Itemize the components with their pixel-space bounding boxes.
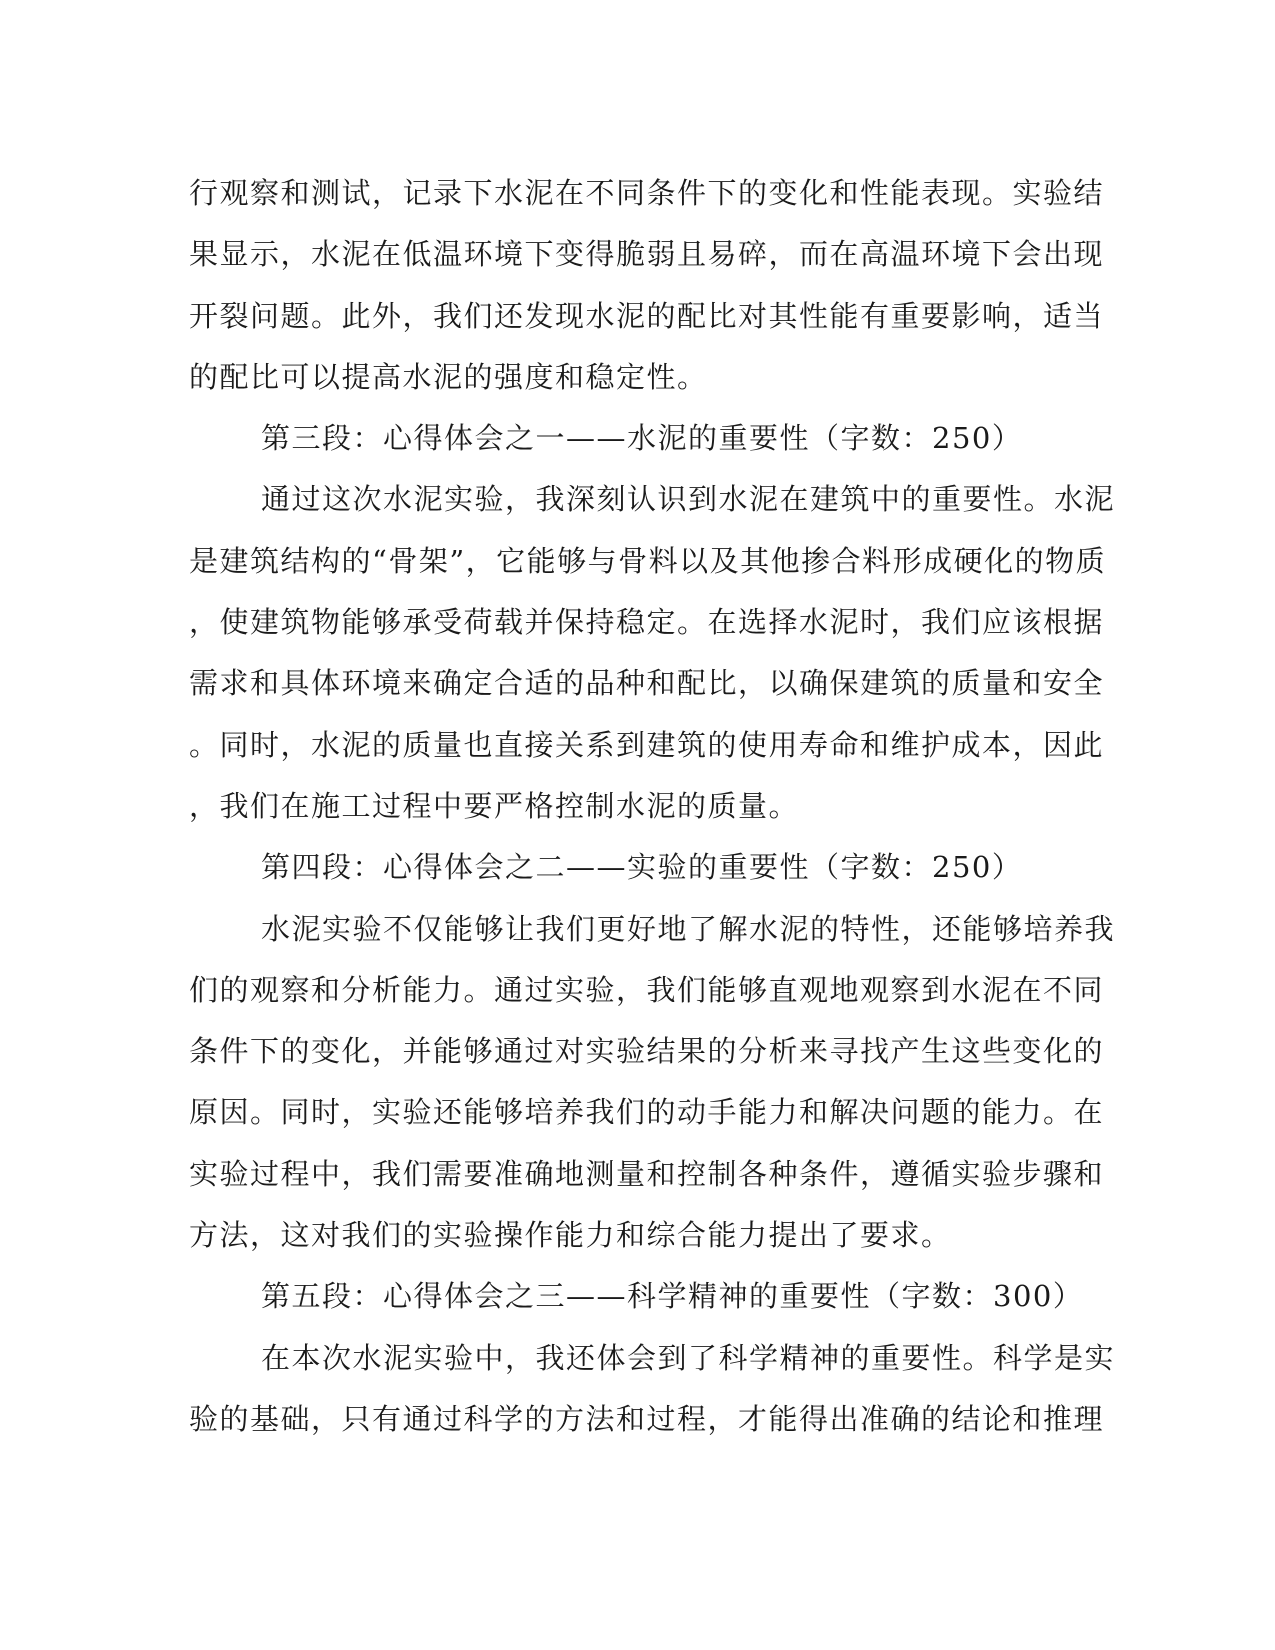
section-heading: 第三段：心得体会之一——水泥的重要性（字数：250） — [261, 421, 1023, 456]
section-heading: 第四段：心得体会之二——实验的重要性（字数：250） — [261, 850, 1023, 885]
text-line: 果显示，水泥在低温环境下变得脆弱且易碎，而在高温环境下会出现 — [189, 237, 1105, 272]
text-line: 行观察和测试，记录下水泥在不同条件下的变化和性能表现。实验结 — [189, 176, 1105, 210]
text-line: 验的基础，只有通过科学的方法和过程，才能得出准确的结论和推理 — [189, 1401, 1105, 1436]
text-line: 原因。同时，实验还能够培养我们的动手能力和解决问题的能力。在 — [189, 1095, 1105, 1130]
text-line: ，使建筑物能够承受荷载并保持稳定。在选择水泥时，我们应该根据 — [189, 605, 1105, 640]
paragraph-first-line: 通过这次水泥实验，我深刻认识到水泥在建筑中的重要性。水泥 — [261, 482, 1116, 517]
text-line: 是建筑结构的“骨架”，它能够与骨料以及其他掺合料形成硬化的物质 — [189, 543, 1107, 578]
text-line: 们的观察和分析能力。通过实验，我们能够直观地观察到水泥在不同 — [189, 972, 1105, 1007]
text-line: 。同时，水泥的质量也直接关系到建筑的使用寿命和维护成本，因此 — [189, 727, 1105, 762]
section-heading: 第五段：心得体会之三——科学精神的重要性（字数：300） — [261, 1279, 1084, 1314]
text-line: 的配比可以提高水泥的强度和稳定性。 — [189, 359, 708, 394]
text-line: 开裂问题。此外，我们还发现水泥的配比对其性能有重要影响，适当 — [189, 298, 1105, 333]
paragraph-first-line: 水泥实验不仅能够让我们更好地了解水泥的特性，还能够培养我 — [261, 911, 1116, 946]
body-text — [189, 163, 1116, 1450]
paragraph-first-line: 在本次水泥实验中，我还体会到了科学精神的重要性。科学是实 — [261, 1340, 1116, 1375]
text-line: ，我们在施工过程中要严格控制水泥的质量。 — [189, 788, 800, 823]
text-line: 条件下的变化，并能够通过对实验结果的分析来寻找产生这些变化的 — [189, 1034, 1105, 1069]
text-line: 实验过程中，我们需要准确地测量和控制各种条件，遵循实验步骤和 — [189, 1156, 1105, 1191]
text-line: 方法，这对我们的实验操作能力和综合能力提出了要求。 — [189, 1218, 952, 1253]
text-line: 需求和具体环境来确定合适的品种和配比，以确保建筑的质量和安全 — [189, 666, 1105, 701]
